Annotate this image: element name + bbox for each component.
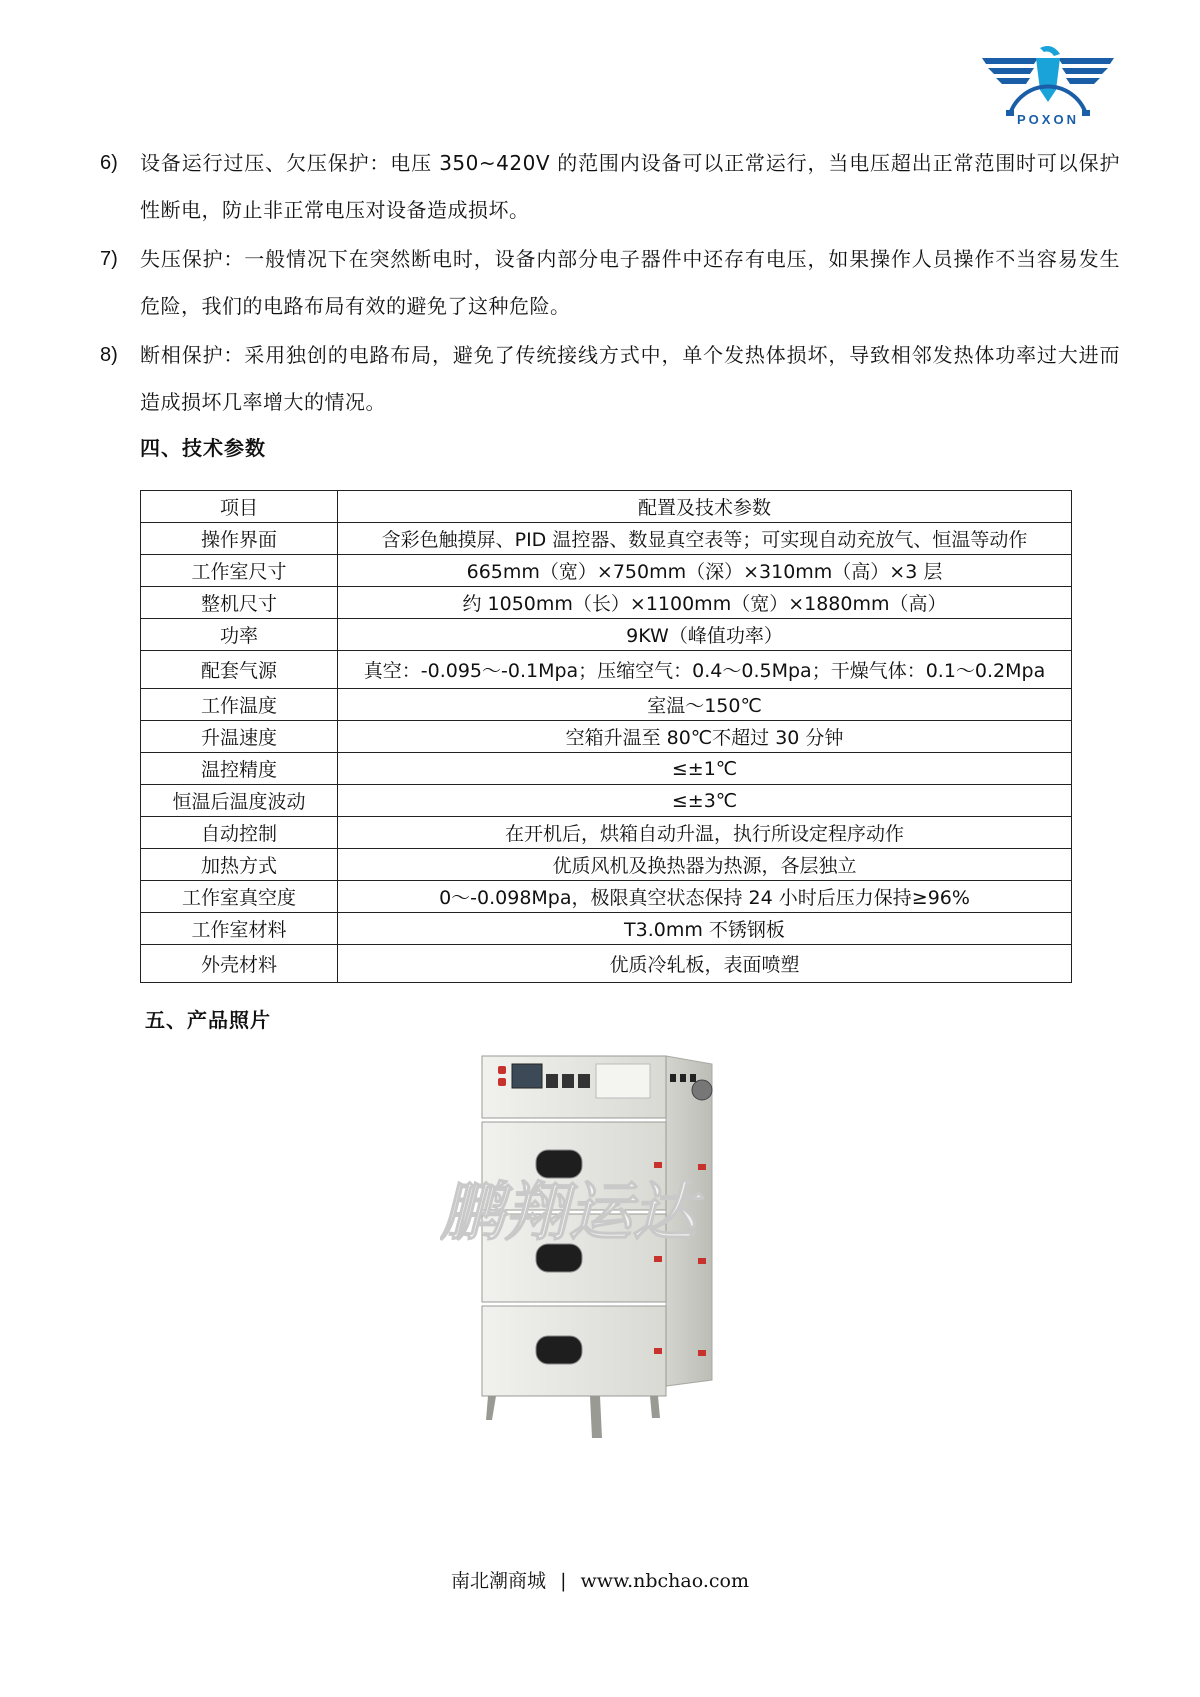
list-number: 7)	[100, 248, 118, 270]
footer-site-name: 南北潮商城	[451, 1570, 547, 1592]
table-row	[141, 555, 1072, 587]
table-cell-item: 操作界面	[141, 523, 338, 555]
table-cell-item: 工作室真空度	[141, 881, 338, 913]
table-cell-item: 整机尺寸	[141, 587, 338, 619]
table-cell-value: ≤±3℃	[338, 785, 1072, 817]
table-row	[141, 523, 1072, 555]
table-row	[141, 721, 1072, 753]
section-heading-params: 四、技术参数	[140, 436, 266, 460]
list-number: 6)	[100, 152, 118, 174]
table-header-cell: 配置及技术参数	[338, 491, 1072, 523]
section-heading-photo: 五、产品照片	[145, 1008, 271, 1032]
table-row	[141, 817, 1072, 849]
logo-text: POXON	[1017, 112, 1079, 127]
table-cell-item: 恒温后温度波动	[141, 785, 338, 817]
table-cell-item: 自动控制	[141, 817, 338, 849]
table-header-row	[141, 491, 1072, 523]
table-row	[141, 785, 1072, 817]
table-row	[141, 913, 1072, 945]
table-row	[141, 945, 1072, 983]
poxon-logo	[980, 44, 1116, 130]
table-row	[141, 689, 1072, 721]
footer-url-link[interactable]: www.nbchao.com	[580, 1570, 749, 1592]
list-text: 断相保护：采用独创的电路布局，避免了传统接线方式中，单个发热体损坏，导致相邻发热体功率过大进而造成损坏几率增大的情况。	[140, 343, 1120, 414]
table-cell-item: 工作室材料	[141, 913, 338, 945]
list-number: 8)	[100, 344, 118, 366]
list-item	[100, 140, 1120, 234]
table-cell-value: 在开机后，烘箱自动升温，执行所设定程序动作	[338, 817, 1072, 849]
table-cell-item: 加热方式	[141, 849, 338, 881]
list-item	[100, 236, 1120, 330]
table-row	[141, 753, 1072, 785]
list-text: 设备运行过压、欠压保护：电压 350~420V 的范围内设备可以正常运行，当电压超出正常范围时可以保护性断电，防止非正常电压对设备造成损坏。	[140, 151, 1120, 222]
table-row	[141, 651, 1072, 689]
table-row	[141, 619, 1072, 651]
table-cell-value: 含彩色触摸屏、PID 温控器、数显真空表等；可实现自动充放气、恒温等动作	[338, 523, 1072, 555]
table-cell-item: 温控精度	[141, 753, 338, 785]
table-header-cell: 项目	[141, 491, 338, 523]
table-cell-item: 升温速度	[141, 721, 338, 753]
table-cell-value: 空箱升温至 80℃不超过 30 分钟	[338, 721, 1072, 753]
table-cell-value: 室温～150℃	[338, 689, 1072, 721]
table-cell-item: 外壳材料	[141, 945, 338, 983]
table-cell-item: 工作室尺寸	[141, 555, 338, 587]
eagle-logo-icon	[980, 44, 1116, 130]
table-row	[141, 587, 1072, 619]
table-cell-value: 优质风机及换热器为热源，各层独立	[338, 849, 1072, 881]
list-item	[100, 332, 1120, 426]
table-cell-item: 配套气源	[141, 651, 338, 689]
table-cell-item: 功率	[141, 619, 338, 651]
table-row	[141, 849, 1072, 881]
table-cell-value: ≤±1℃	[338, 753, 1072, 785]
table-cell-value: T3.0mm 不锈钢板	[338, 913, 1072, 945]
product-photo	[440, 1050, 760, 1470]
watermark-text: 鹏翔运达	[440, 1176, 696, 1250]
table-cell-value: 约 1050mm（长）×1100mm（宽）×1880mm（高）	[338, 587, 1072, 619]
table-cell-value: 优质冷轧板，表面喷塑	[338, 945, 1072, 983]
table-cell-value: 665mm（宽）×750mm（深）×310mm（高）×3 层	[338, 555, 1072, 587]
page-footer	[0, 1566, 1200, 1593]
vacuum-oven-image	[440, 1050, 760, 1470]
params-table	[140, 490, 1072, 983]
table-cell-value: 9KW（峰值功率）	[338, 619, 1072, 651]
table-row	[141, 881, 1072, 913]
protection-list	[100, 140, 1120, 428]
list-text: 失压保护：一般情况下在突然断电时，设备内部分电子器件中还存有电压，如果操作人员操作不当容易发生危险，我们的电路布局有效的避免了这种危险。	[140, 247, 1120, 318]
table-cell-value: 真空：-0.095～-0.1Mpa；压缩空气：0.4～0.5Mpa；干燥气体：0.1～0.2Mpa	[338, 651, 1072, 689]
table-cell-item: 工作温度	[141, 689, 338, 721]
table-cell-value: 0～-0.098Mpa，极限真空状态保持 24 小时后压力保持≥96%	[338, 881, 1072, 913]
footer-separator: |	[560, 1570, 567, 1592]
